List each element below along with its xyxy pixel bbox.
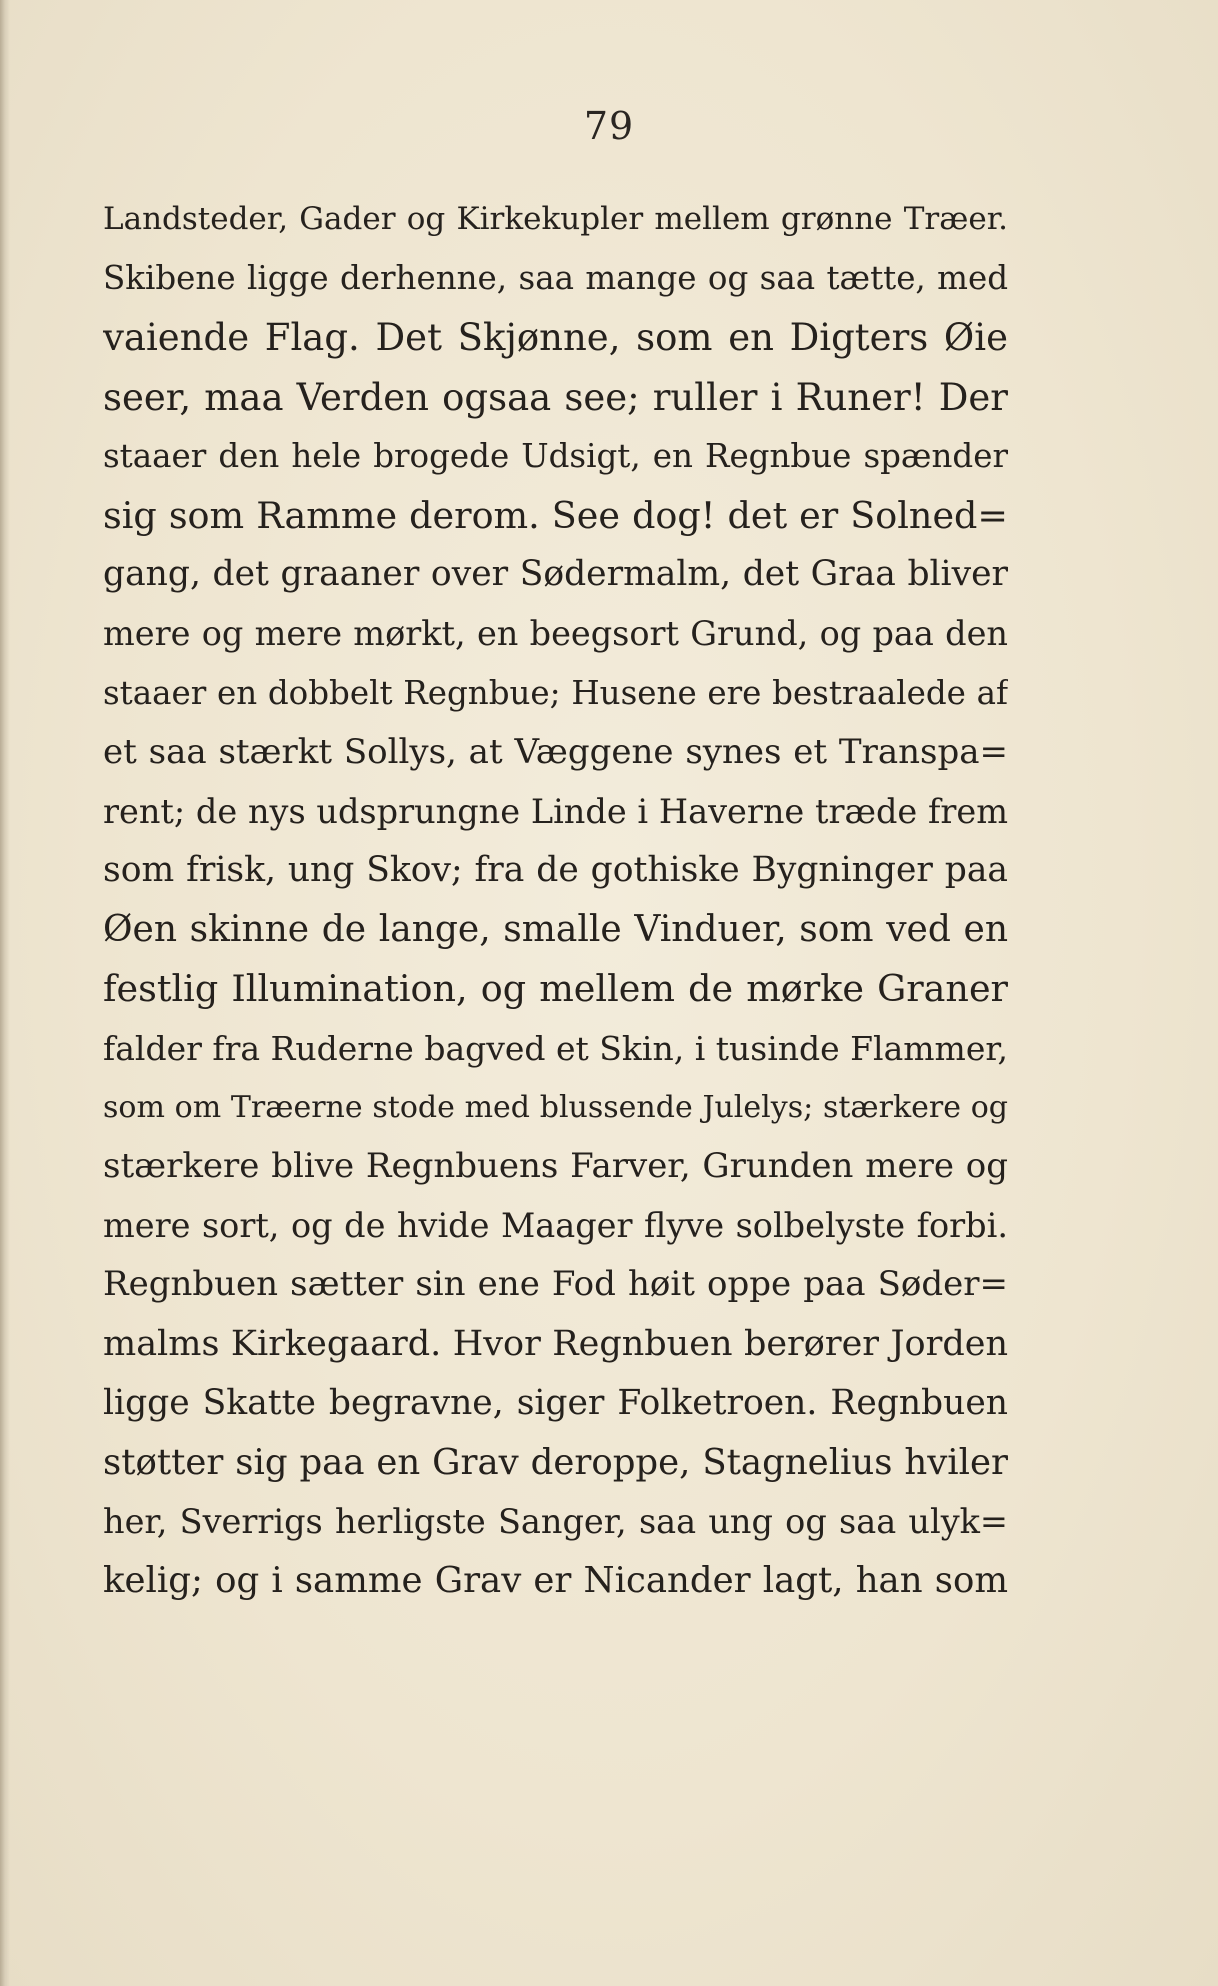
text-line: rent; de nys udsprungne Linde i Haverne træde frem: [103, 791, 1008, 831]
text-line: Øen skinne de lange, smalle Vinduer, som ved en: [103, 909, 1008, 951]
text-line: malms Kirkegaard. Hvor Regnbuen berører Jorden: [103, 1323, 1008, 1364]
text-line: mere sort, og de hvide Maager flyve solbelyste forbi.: [103, 1206, 1008, 1246]
text-line: gang, det graaner over Sødermalm, det Graa bliver: [103, 554, 1008, 595]
text-line: Skibene ligge derhenne, saa mange og saa tætte, med: [103, 259, 1008, 298]
text-line: staaer en dobbelt Regnbue; Husene ere bestraalede af: [103, 673, 1008, 712]
text-line: stærkere blive Regnbuens Farver, Grunden mere og: [103, 1146, 1008, 1186]
text-line: festlig Illumination, og mellem de mørke Graner: [103, 967, 1008, 1011]
text-line: som om Træerne stode med blussende Julelys; stærkere og: [103, 1089, 1008, 1125]
text-line: falder fra Ruderne bagved et Skin, i tusinde Flammer,: [103, 1028, 1008, 1068]
page-binding-edge: [0, 0, 10, 1986]
text-line: Landsteder, Gader og Kirkekupler mellem grønne Træer.: [103, 201, 1008, 237]
text-line: kelig; og i samme Grav er Nicander lagt, han som: [103, 1560, 1008, 1602]
text-line: ligge Skatte begravne, siger Folketroen. Regnbuen: [103, 1382, 1008, 1423]
text-line: vaiende Flag. Det Skjønne, som en Digters Øie: [103, 316, 1008, 360]
page-number: 79: [583, 104, 635, 148]
text-line: et saa stærkt Sollys, at Væggene synes et Transpa=: [103, 731, 1008, 772]
text-line: her, Sverrigs herligste Sanger, saa ung og saa ulyk=: [103, 1502, 1008, 1542]
text-line: sig som Ramme derom. See dog! det er Solned=: [103, 493, 1008, 537]
body-text: [103, 190, 1008, 1611]
text-line: støtter sig paa en Grav deroppe, Stagnelius hviler: [103, 1441, 1008, 1483]
text-line: Regnbuen sætter sin ene Fod høit oppe paa Søder=: [103, 1264, 1008, 1305]
text-line: staaer den hele brogede Udsigt, en Regnbue spænder: [103, 436, 1008, 475]
text-line: seer, maa Verden ogsaa see; ruller i Runer! Der: [103, 375, 1008, 419]
text-line: mere og mere mørkt, en beegsort Grund, og paa den: [103, 614, 1008, 654]
text-line: som frisk, ung Skov; fra de gothiske Bygninger paa: [103, 850, 1008, 891]
